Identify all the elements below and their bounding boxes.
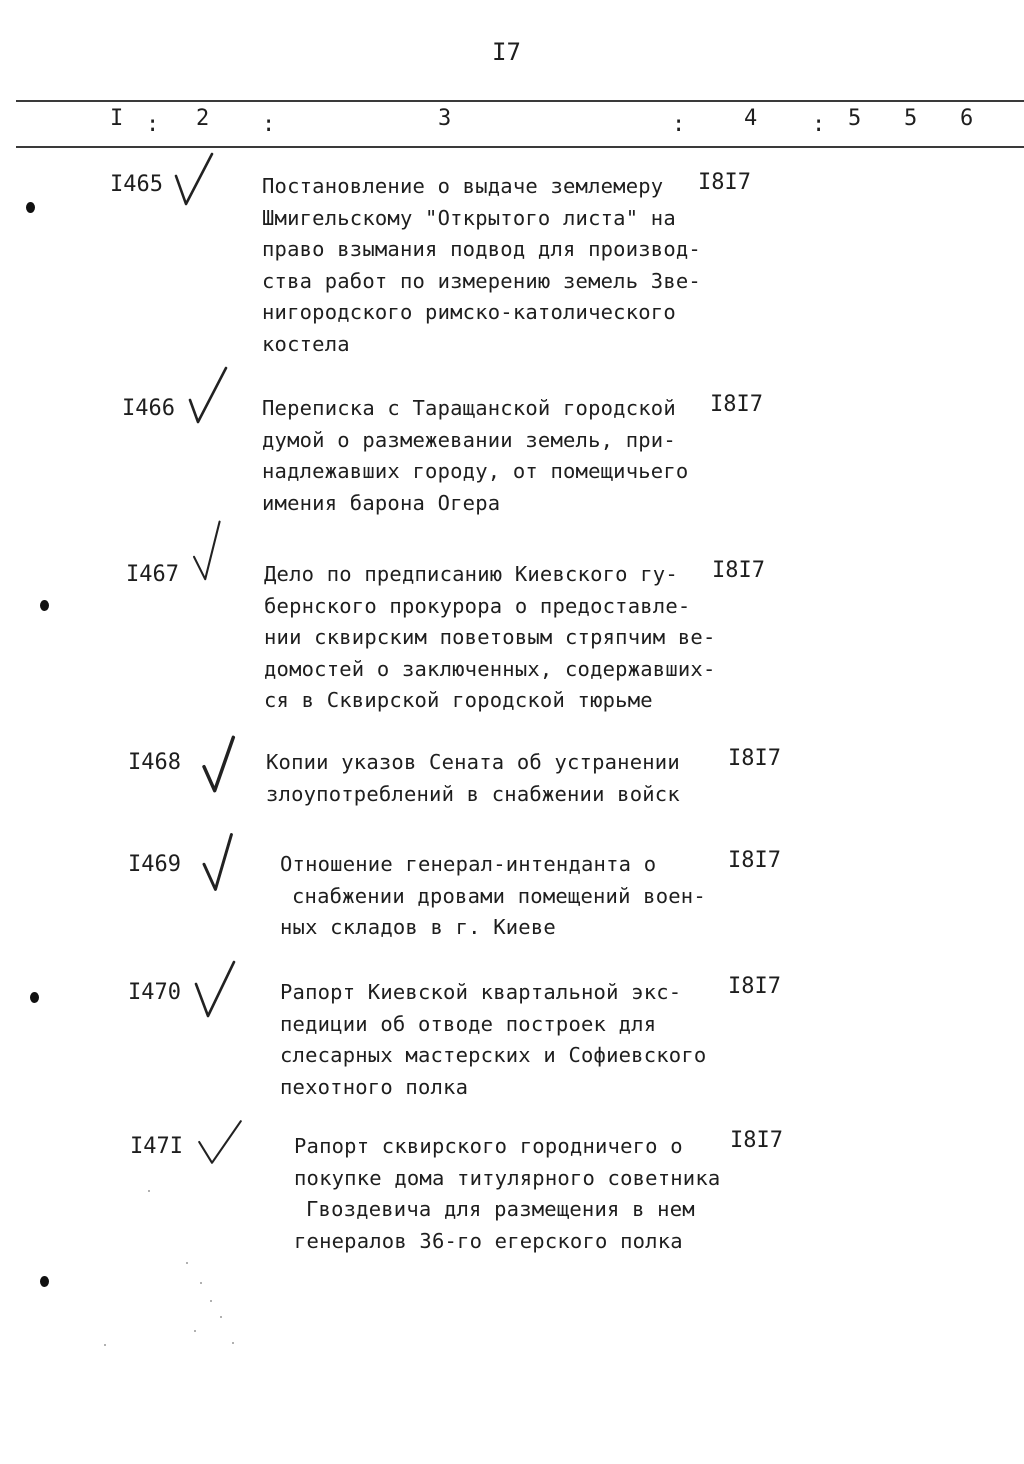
entry-title: Постановление о выдаче землемеру Шмигельскому "Открытого листа" на право взымания подвод для производ- ства работ по измерению земель Зве- нигородского римско-католического костела [262, 174, 701, 356]
scan-speck [104, 1344, 106, 1346]
punch-hole [26, 202, 35, 213]
entry-title: Копии указов Сената об устранении злоупотреблений в снабжении войск [266, 750, 680, 806]
checkmark-icon [196, 830, 244, 894]
entry-title: Отношение генерал-интенданта о снабжении дровами помещений воен- ных складов в г. Киеве [280, 852, 706, 939]
checkmark-icon [196, 1110, 244, 1174]
header-bottom-rule [16, 146, 1024, 148]
scan-speck [148, 1190, 150, 1192]
entry-title: Рапорт сквирского городничего о покупке дома титулярного советника Гвоздевича для размещения в нем генералов 36-го егерского полка [294, 1134, 721, 1253]
entry-title: Рапорт Киевской квартальной экс- педиции об отводе построек для слесарных мастерских и Софиевского пехотного полка [280, 980, 707, 1099]
entry-number: I469 [128, 852, 181, 877]
entry-number: I470 [128, 980, 181, 1005]
entry-number: I465 [110, 172, 163, 197]
column-separator: : [812, 112, 826, 137]
column-separator: : [672, 112, 686, 137]
page-number: I7 [492, 38, 521, 66]
entry-year: I8I7 [730, 1128, 783, 1153]
checkmark-icon [186, 364, 234, 428]
column-header-6: 6 [960, 106, 974, 131]
checkmark-icon [172, 150, 220, 214]
entry-number: I468 [128, 750, 181, 775]
checkmark-icon [186, 520, 234, 584]
column-separator: : [146, 112, 160, 137]
scan-speck [210, 1300, 212, 1302]
punch-hole [30, 992, 39, 1003]
scan-speck [186, 1262, 188, 1264]
entry-year: I8I7 [728, 974, 781, 999]
entry-year: I8I7 [712, 558, 765, 583]
column-header-5-repeat: 5 [904, 106, 918, 131]
entry-year: I8I7 [698, 170, 751, 195]
punch-hole [40, 600, 49, 611]
checkmark-icon [192, 958, 240, 1022]
scan-speck [220, 1316, 222, 1318]
column-header-1: I [110, 106, 124, 131]
entry-title: Дело по предписанию Киевского гу- бернского прокурора о предоставле- нии сквирским поветовым стряпчим ве- домостей о заключенных, содержавших- ся в Сквирской городской тюрьме [264, 562, 716, 712]
entry-number: I466 [122, 396, 175, 421]
column-header-3: 3 [438, 106, 452, 131]
checkmark-icon [196, 732, 244, 796]
header-top-rule [16, 100, 1024, 102]
column-header-5: 5 [848, 106, 862, 131]
entry-number: I47I [130, 1134, 183, 1159]
punch-hole [40, 1276, 49, 1287]
scan-speck [232, 1342, 234, 1344]
entry-title: Переписка с Таращанской городской думой о размежевании земель, при- надлежавших городу, от помещичьего имения барона Огера [262, 396, 689, 515]
column-separator: : [262, 112, 276, 137]
scan-speck [194, 1330, 196, 1332]
entry-year: I8I7 [710, 392, 763, 417]
column-header-4: 4 [744, 106, 758, 131]
entry-number: I467 [126, 562, 179, 587]
scan-speck [200, 1282, 202, 1284]
column-header-2: 2 [196, 106, 210, 131]
entry-year: I8I7 [728, 746, 781, 771]
entry-year: I8I7 [728, 848, 781, 873]
